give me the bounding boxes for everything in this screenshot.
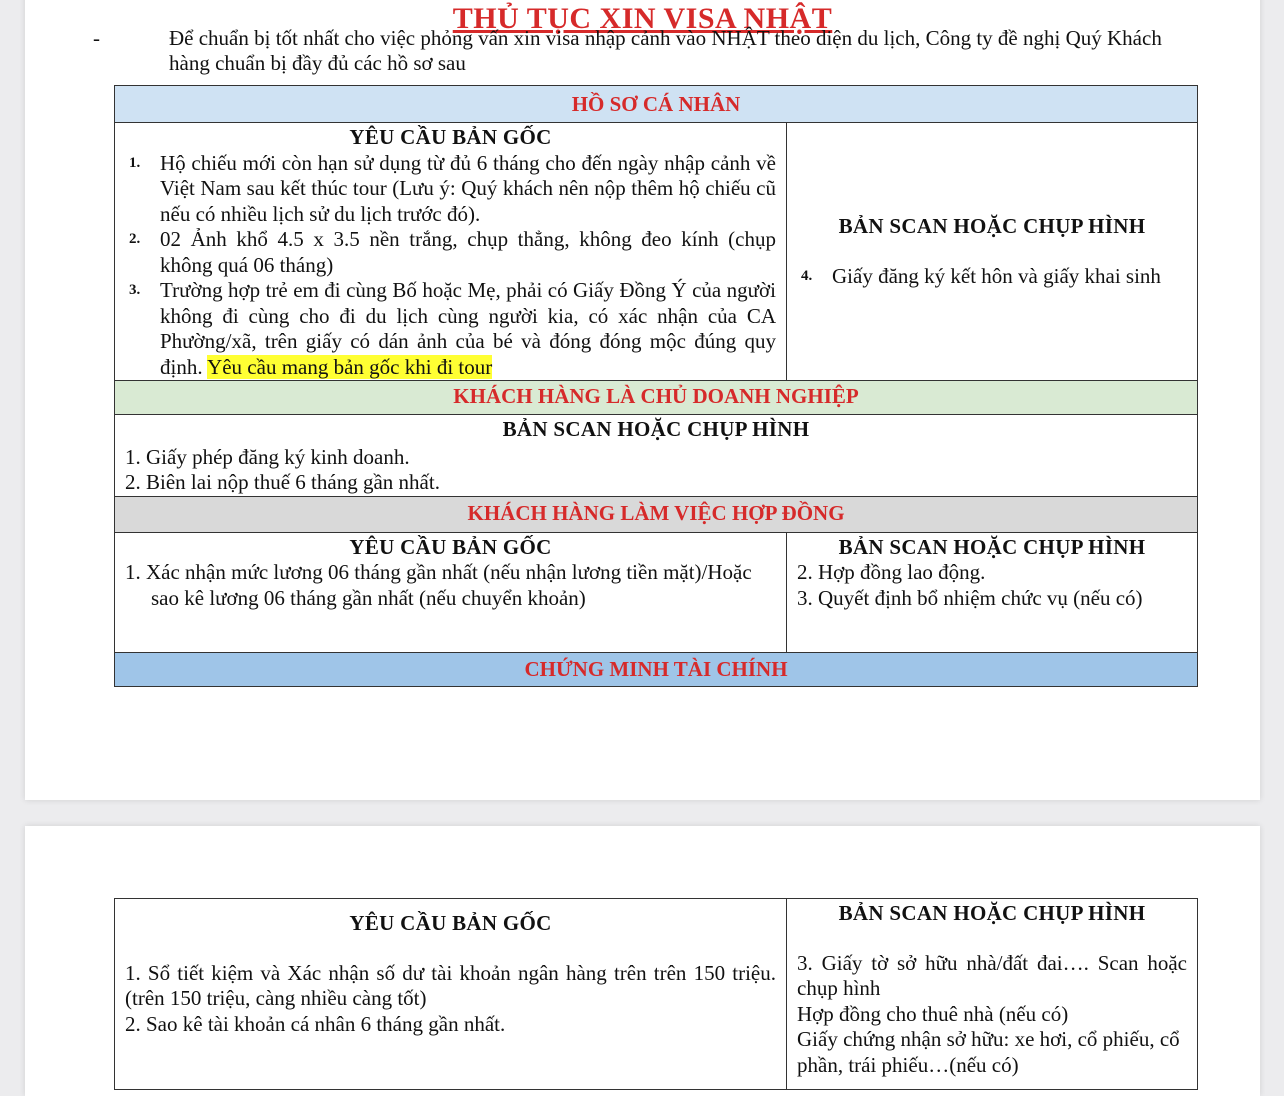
financial-scan-cell	[787, 899, 1198, 1090]
personal-scan-list	[797, 264, 1187, 290]
intro-text: Để chuẩn bị tốt nhất cho việc phỏng vấn xin visa nhập cảnh vào NHẬT theo diện du lịch, Công ty đề nghị Quý Khách hàng chuẩn bị đầy đủ các hồ sơ sau	[169, 26, 1162, 75]
personal-original-cell	[115, 123, 787, 381]
section-header-contract: KHÁCH HÀNG LÀM VIỆC HỢP ĐỒNG	[115, 496, 1198, 532]
list-item: 1. Xác nhận mức lương 06 tháng gần nhất (nếu nhận lương tiền mặt)/Hoặc sao kê lương 06 tháng gần nhất (nếu chuyển khoản)	[125, 560, 752, 610]
scan-title: BẢN SCAN HOẶC CHỤP HÌNH	[502, 417, 810, 441]
highlighted-note: Yêu cầu mang bản gốc khi đi tour	[207, 354, 493, 379]
original-required-title: YÊU CẦU BẢN GỐC	[349, 534, 552, 559]
list-item: 3. Quyết định bổ nhiệm chức vụ (nếu có)	[797, 585, 1143, 610]
document-page-1	[25, 0, 1260, 800]
section-header-business-owner: KHÁCH HÀNG LÀ CHỦ DOANH NGHIỆP	[115, 381, 1198, 415]
list-item: 2. Sao kê tài khoản cá nhân 6 tháng gần nhất.	[125, 1011, 506, 1036]
financial-original-cell	[115, 899, 787, 1090]
scan-title: BẢN SCAN HOẶC CHỤP HÌNH	[838, 901, 1146, 925]
contract-original-cell	[115, 532, 787, 652]
section-header-financial: CHỨNG MINH TÀI CHÍNH	[115, 652, 1198, 686]
list-item: 4. Giấy đăng ký kết hôn và giấy khai sinh	[801, 263, 1161, 288]
list-item: 1. Giấy phép đăng ký kinh doanh.	[125, 444, 410, 469]
personal-original-list	[125, 151, 776, 381]
intro-dash: -	[93, 26, 100, 50]
document-title: THỦ TỤC XIN VISA NHẬT	[452, 2, 833, 35]
list-item: 2. Biên lai nộp thuế 6 tháng gần nhất.	[125, 470, 440, 494]
financial-table	[114, 898, 1198, 1090]
list-item: 2. 02 Ảnh khổ 4.5 x 3.5 nền trắng, chụp thẳng, không đeo kính (chụp không quá 06 tháng)	[129, 227, 776, 277]
contract-scan-cell	[787, 532, 1198, 652]
original-required-title: YÊU CẦU BẢN GỐC	[349, 911, 552, 935]
list-item: 1. Sổ tiết kiệm và Xác nhận số dư tài khoản ngân hàng trên trên 150 triệu. (trên 150 triệu, càng nhiều càng tốt)	[125, 960, 776, 1010]
scan-title: BẢN SCAN HOẶC CHỤP HÌNH	[838, 534, 1146, 559]
list-item: 3. Trường hợp trẻ em đi cùng Bố hoặc Mẹ, phải có Giấy Đồng Ý của người không đi cùng cho đi du lịch cùng người kia, có xác nhận của CA Phường/xã, trên giấy có dán ảnh của bé và đóng đóng mộc đúng quy định. Yêu cầu mang bản gốc khi đi tour	[129, 278, 776, 379]
business-owner-cell	[115, 415, 1198, 497]
requirements-table	[114, 85, 1198, 687]
list-item: 1. Hộ chiếu mới còn hạn sử dụng từ đủ 6 tháng cho đến ngày nhập cảnh về Việt Nam sau kết thúc tour (Lưu ý: Quý khách nên nộp thêm hộ chiếu cũ nếu có nhiều lịch sử du lịch trước đó).	[129, 150, 776, 226]
original-required-title: YÊU CẦU BẢN GỐC	[349, 125, 552, 149]
document-page-2	[25, 826, 1260, 1096]
scan-title: BẢN SCAN HOẶC CHỤP HÌNH	[838, 214, 1146, 238]
personal-scan-cell	[787, 123, 1198, 381]
list-item: Giấy chứng nhận sở hữu: xe hơi, cổ phiếu, cổ phần, trái phiếu…(nếu có)	[797, 1027, 1180, 1077]
list-item: 2. Hợp đồng lao động.	[797, 560, 986, 584]
list-item: 3. Giấy tờ sở hữu nhà/đất đai…. Scan hoặc chụp hình	[797, 950, 1187, 1000]
intro-paragraph	[93, 26, 1207, 76]
list-item: Hợp đồng cho thuê nhà (nếu có)	[797, 1001, 1069, 1026]
section-header-personal: HỒ SƠ CÁ NHÂN	[115, 86, 1198, 123]
